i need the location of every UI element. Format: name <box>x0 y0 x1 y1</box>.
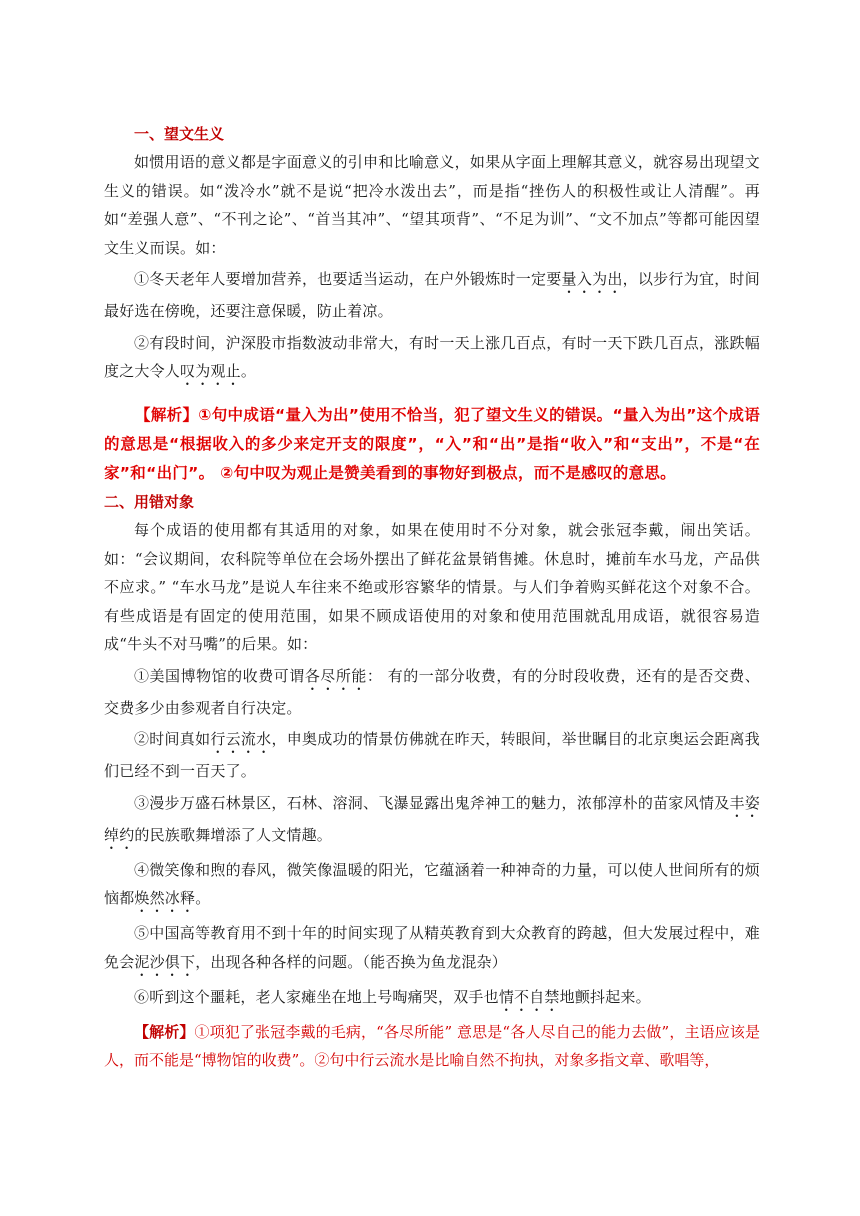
example-text: ②有段时间，沪深股市指数波动非常大，有时一天上涨几百点，有时一天下跌几百点，涨跌幅度之大令人 <box>104 333 760 380</box>
section-heading-1: 一、望文生义 <box>134 125 225 143</box>
emphasized-idiom: 情不自禁 <box>498 987 560 1006</box>
example-text: ，出现各种各样的问题。（能否换为鱼龙混杂） <box>195 952 507 971</box>
analysis-label: 【解析】 <box>134 1022 195 1041</box>
example-text: ①美国博物馆的收费可谓 <box>134 666 305 685</box>
emphasized-idiom: 泥沙俱下 <box>134 952 196 971</box>
example-text: ②时间真如 <box>134 730 211 748</box>
example-text: ⑥听到这个噩耗，老人家瘫坐在地上号啕痛哭，双手也 <box>134 987 499 1006</box>
section-2-intro: 每个成语的使用都有其适用的对象，如果在使用时不分对象，就会张冠李戴，闹出笑话。如：“会议期间，农科院等单位在会场外摆出了鲜花盆景销售摊。休息时，摊前车水马龙，产品供不应求。” “车水马龙”是说人车往来不绝或形容繁华的情景。与人们争着购买鲜花这个对象不合。有些成语是有固定的使用范围，如果不顾成语使用的对象和使用范围就乱用成语，就很容易造成“牛头不对马嘴”的后果。如： <box>104 521 760 653</box>
section-1-example-2 <box>104 329 760 390</box>
document-content <box>104 120 760 1075</box>
example-text: ： 有的一部分收费，有的分时段收费，还有的是否交费、交费多少由参观者自行决定。 <box>104 666 760 717</box>
example-text: ①冬天老年人要增加营养，也要适当运动，在户外锻炼时一定要 <box>134 270 562 288</box>
example-text: 。 <box>195 889 211 907</box>
section-2-analysis <box>104 1018 760 1075</box>
section-2-example-4 <box>104 856 760 917</box>
example-text: ，申奥成功的情景仿佛就在昨天，转眼间，举世瞩目的北京奥运会距离我们已经不到一百天了。 <box>104 730 760 780</box>
example-text: ④微笑像和煦的春风，微笑像温暖的阳光，它蕴涵着一种神奇的力量，可以使人世间所有的烦恼都 <box>104 860 760 907</box>
example-text: ，以步行为宜，时间最好选在傍晚，还要注意保暖，防止着凉。 <box>104 270 760 320</box>
analysis-label: 【解析】 <box>135 406 199 424</box>
emphasized-idiom: 焕然冰释 <box>134 889 196 907</box>
emphasized-idiom: 行云流水 <box>210 730 272 748</box>
emphasized-idiom: 各尽所能 <box>304 666 367 685</box>
section-1-example-1 <box>104 265 760 326</box>
emphasized-idiom: 丰姿绰约 <box>104 793 760 844</box>
example-text: ③漫步万盛石林景区，石林、溶洞、飞瀑显露出鬼斧神工的魅力，浓郁淳朴的苗家风情及 <box>134 793 730 812</box>
analysis-text: ①项犯了张冠李戴的毛病，“各尽所能” 意思是“各人尽自己的能力去做”，主语应该是人，而不能是“博物馆的收费”。②句中行云流水是比喻自然不拘执，对象多指文章、歌唱等， <box>104 1022 760 1069</box>
section-2-example-5 <box>104 919 760 980</box>
section-2-example-6 <box>104 983 760 1015</box>
section-2-example-3 <box>104 789 760 853</box>
example-text: 的民族歌舞增添了人文情趣。 <box>134 825 333 844</box>
emphasized-idiom: 量入为出 <box>561 270 623 288</box>
emphasized-idiom: 叹为观止 <box>180 362 241 380</box>
example-text: ⑤中国高等教育用不到十年的时间实现了从精英教育到大众教育的跨越，但大发展过程中，难免会 <box>104 924 760 971</box>
analysis-text: ①句中成语“量入为出”使用不恰当，犯了望文生义的错误。“量入为出”这个成语的意思是“根据收入的多少来定开支的限度”，“入”和“出”是指“收入”和“支出”，不是“在家”和“出门”。 ②句中叹为观止是赞美看到的事物好到极点，而不是感叹的意思。 <box>104 406 761 482</box>
section-heading-2: 二、用错对象 <box>104 493 195 511</box>
section-2-example-1 <box>104 662 760 723</box>
example-text: 。 <box>240 362 257 380</box>
section-2-example-2 <box>104 725 760 786</box>
section-1-analysis <box>104 401 760 488</box>
example-text: 地颤抖起来。 <box>559 987 651 1006</box>
section-1-intro: 如惯用语的意义都是字面意义的引申和比喻意义，如果从字面上理解其意义，就容易出现望文生义的错误。如“泼冷水”就不是说“把冷水泼出去”，而是指“挫伤人的积极性或让人清醒”。再如“差强人意”、“不刊之论”、“首当其冲”、“望其项背”、“不足为训”、“文不加点”等都可能因望文生义而误。如： <box>104 153 760 257</box>
